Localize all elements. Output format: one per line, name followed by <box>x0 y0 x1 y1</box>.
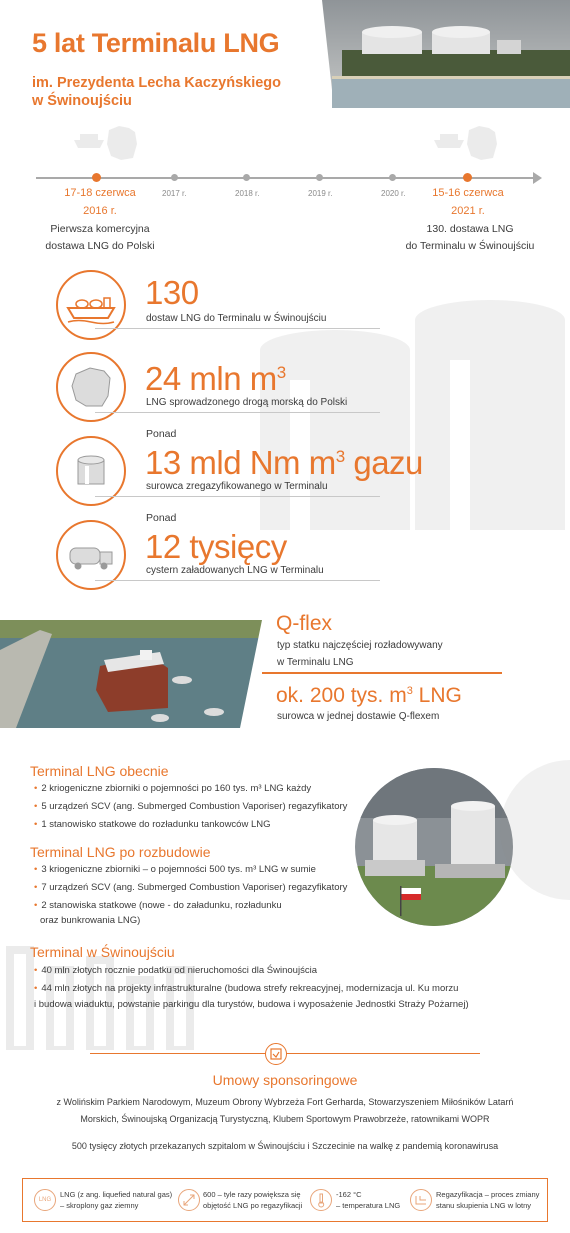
handshake-icon <box>265 1043 287 1065</box>
glossary-line: -162 °C <box>336 1190 362 1199</box>
qflex-ship-photo <box>0 620 262 728</box>
qflex-amount-unit: LNG <box>412 684 462 707</box>
lng-icon <box>34 1189 56 1211</box>
ship-icon <box>72 130 106 150</box>
pandemic-donation-text: 500 tysięcy złotych przekazanych szpitalom w Świnoujściu i Szczecinie na walkę z pandemią koronawirusa <box>71 1141 499 1151</box>
qflex-desc-line: w Terminalu LNG <box>277 657 354 668</box>
qflex-desc-line: typ statku najczęściej rozładowywany <box>277 640 443 651</box>
qflex-amount <box>276 684 462 708</box>
sponsorship-line: z Wolińskim Parkiem Narodowym, Muzeum Obrony Wybrzeża Fort Gerharda, Stowarzyszeniem Miłośników Latarń <box>56 1097 514 1107</box>
decorative-circle-shape <box>500 760 570 900</box>
stat-value-suffix: gazu <box>344 444 423 481</box>
glossary-item <box>436 1189 539 1211</box>
timeline-year-label: 2019 r. <box>308 189 333 198</box>
section-heading: Terminal LNG po rozbudowie <box>30 844 211 860</box>
bullet-item: • 3 kriogeniczne zbiorniki – o pojemności 500 tys. m³ LNG w sumie <box>34 862 347 877</box>
poland-map-icon <box>465 124 499 162</box>
bullet-item: • 1 stanowisko statkowe do rozładunku tankowców LNG <box>34 817 347 832</box>
terminal-round-photo <box>355 768 513 926</box>
stat-value: 130 <box>145 274 199 311</box>
section-bullets <box>34 862 347 928</box>
stat-value: 12 tysięcy <box>145 528 287 565</box>
terminal-watermark-graphic <box>250 290 570 530</box>
glossary-line: objętość LNG po regazyfikacji <box>203 1201 303 1210</box>
stat-description: LNG sprowadzonego drogą morską do Polski <box>146 397 348 408</box>
end-desc-line: 130. dostawa LNG <box>426 223 514 235</box>
timeline-arrow <box>533 172 542 184</box>
timeline-marker <box>389 174 396 181</box>
stat-prefix: Ponad <box>146 428 177 440</box>
glossary-line: – temperatura LNG <box>336 1201 401 1210</box>
stat-divider <box>95 580 380 581</box>
start-date-year: 2016 r. <box>83 205 117 217</box>
stat-value-number: 13 mld Nm m <box>145 444 336 481</box>
bullet-item: • 44 mln złotych na projekty infrastrukturalne (budowa strefy rekreacyjnej, modernizacja ul. Ku morzu <box>34 981 469 996</box>
glossary-line: Regazyfikacja – proces zmiany <box>436 1190 540 1199</box>
timeline-end-desc <box>395 221 545 255</box>
stat-value-sup: 3 <box>276 363 286 382</box>
sponsorship-heading: Umowy sponsoringowe <box>212 1072 358 1088</box>
timeline-start-marker <box>92 173 101 182</box>
qflex-amount-value: ok. 200 tys. m <box>276 684 407 707</box>
stat-prefix: Ponad <box>146 512 177 524</box>
thermometer-icon <box>310 1189 332 1211</box>
page-title: 5 lat Terminalu LNG <box>32 28 280 58</box>
terminal-hero-photo <box>322 0 570 108</box>
bullet-continuation: oraz bunkrowania LNG) <box>40 915 141 926</box>
stat-divider <box>95 412 380 413</box>
timeline-start-date <box>40 184 160 220</box>
glossary-line: 600 – tyle razy powiększa się <box>203 1190 301 1199</box>
glossary-line: stanu skupienia LNG w lotny <box>436 1201 532 1210</box>
timeline-marker <box>316 174 323 181</box>
end-date-year: 2021 r. <box>451 205 485 217</box>
glossary-item <box>203 1189 302 1211</box>
qflex-title: Q-flex <box>276 612 333 635</box>
stat-description: cystern załadowanych LNG w Terminalu <box>146 565 324 576</box>
section-heading: Terminal w Świnoujściu <box>30 944 175 960</box>
timeline-marker <box>171 174 178 181</box>
subtitle-line-2: w Świnoujściu <box>32 93 132 109</box>
start-desc-line: dostawa LNG do Polski <box>45 240 155 252</box>
timeline-start-desc <box>30 221 170 255</box>
bullet-continuation: i budowa wiaduktu, powstanie parkingu dla turystów, budowa i wyposażenie Jednostki Straży Pożarnej) <box>34 999 469 1010</box>
glossary-line: LNG (z ang. liquefied natural gas) <box>60 1190 173 1199</box>
poland-map-icon <box>105 124 139 162</box>
timeline-year-label: 2020 r. <box>381 189 406 198</box>
section-bullets <box>34 781 347 832</box>
stat-description: dostaw LNG do Terminalu w Świnoujściu <box>146 313 327 324</box>
stat-description: surowca zregazyfikowanego w Terminalu <box>146 481 328 492</box>
section-bullets <box>34 963 469 1012</box>
truck-icon <box>58 522 124 588</box>
timeline-marker <box>243 174 250 181</box>
timeline-end-marker <box>463 173 472 182</box>
timeline-end-date <box>408 184 528 220</box>
sponsorship-text <box>0 1094 570 1128</box>
glossary-item <box>60 1189 172 1211</box>
stat-value-sup: 3 <box>335 447 345 466</box>
start-desc-line: Pierwsza komercyjna <box>50 223 150 235</box>
qflex-amount-desc: surowca w jednej dostawie Q-flexem <box>277 711 440 722</box>
qflex-amount-sup: 3 <box>406 685 413 697</box>
bullet-item: • 40 mln złotych rocznie podatku od nieruchomości dla Świnoujścia <box>34 963 469 978</box>
stat-value <box>145 360 286 398</box>
glossary-item <box>336 1189 400 1211</box>
sponsorship-line: Morskich, Świnoujską Organizacją Turystyczną, Klubem Sportowym Prawobrzeże, ratownikami WOPR <box>80 1114 490 1124</box>
start-date-line: 17-18 czerwca <box>64 187 136 199</box>
qflex-divider <box>262 672 502 674</box>
arrows-icon <box>178 1189 200 1211</box>
bullet-item: • 2 kriogeniczne zbiorniki o pojemności po 160 tys. m³ LNG każdy <box>34 781 347 796</box>
end-desc-line: do Terminalu w Świnoujściu <box>405 240 535 252</box>
stat-divider <box>95 328 380 329</box>
tank-icon <box>58 438 124 504</box>
bullet-item: • 7 urządzeń SCV (ang. Submerged Combustion Vaporiser) regazyfikatory <box>34 880 347 895</box>
timeline-year-label: 2017 r. <box>162 189 187 198</box>
timeline-year-label: 2018 r. <box>235 189 260 198</box>
lng-icon-label: LNG <box>38 1197 52 1203</box>
timeline-axis <box>36 177 536 179</box>
subtitle-line-1: im. Prezydenta Lecha Kaczyńskiego <box>32 75 282 91</box>
bullet-item: • 5 urządzeń SCV (ang. Submerged Combustion Vaporiser) regazyfikatory <box>34 799 347 814</box>
poland-map-icon <box>58 354 124 420</box>
end-date-line: 15-16 czerwca <box>432 187 504 199</box>
bullet-item: • 2 stanowiska statkowe (nowe - do załadunku, rozładunku <box>34 898 347 913</box>
stat-value-number: 24 mln m <box>145 360 277 397</box>
stat-divider <box>95 496 380 497</box>
ship-icon <box>432 130 466 150</box>
pipe-icon <box>410 1189 432 1211</box>
stat-icon-circle <box>56 270 126 340</box>
section-heading: Terminal LNG obecnie <box>30 763 169 779</box>
glossary-line: – skroplony gaz ziemny <box>60 1201 139 1210</box>
stat-value <box>145 444 423 482</box>
page-subtitle <box>32 74 312 110</box>
qflex-description <box>277 637 443 671</box>
